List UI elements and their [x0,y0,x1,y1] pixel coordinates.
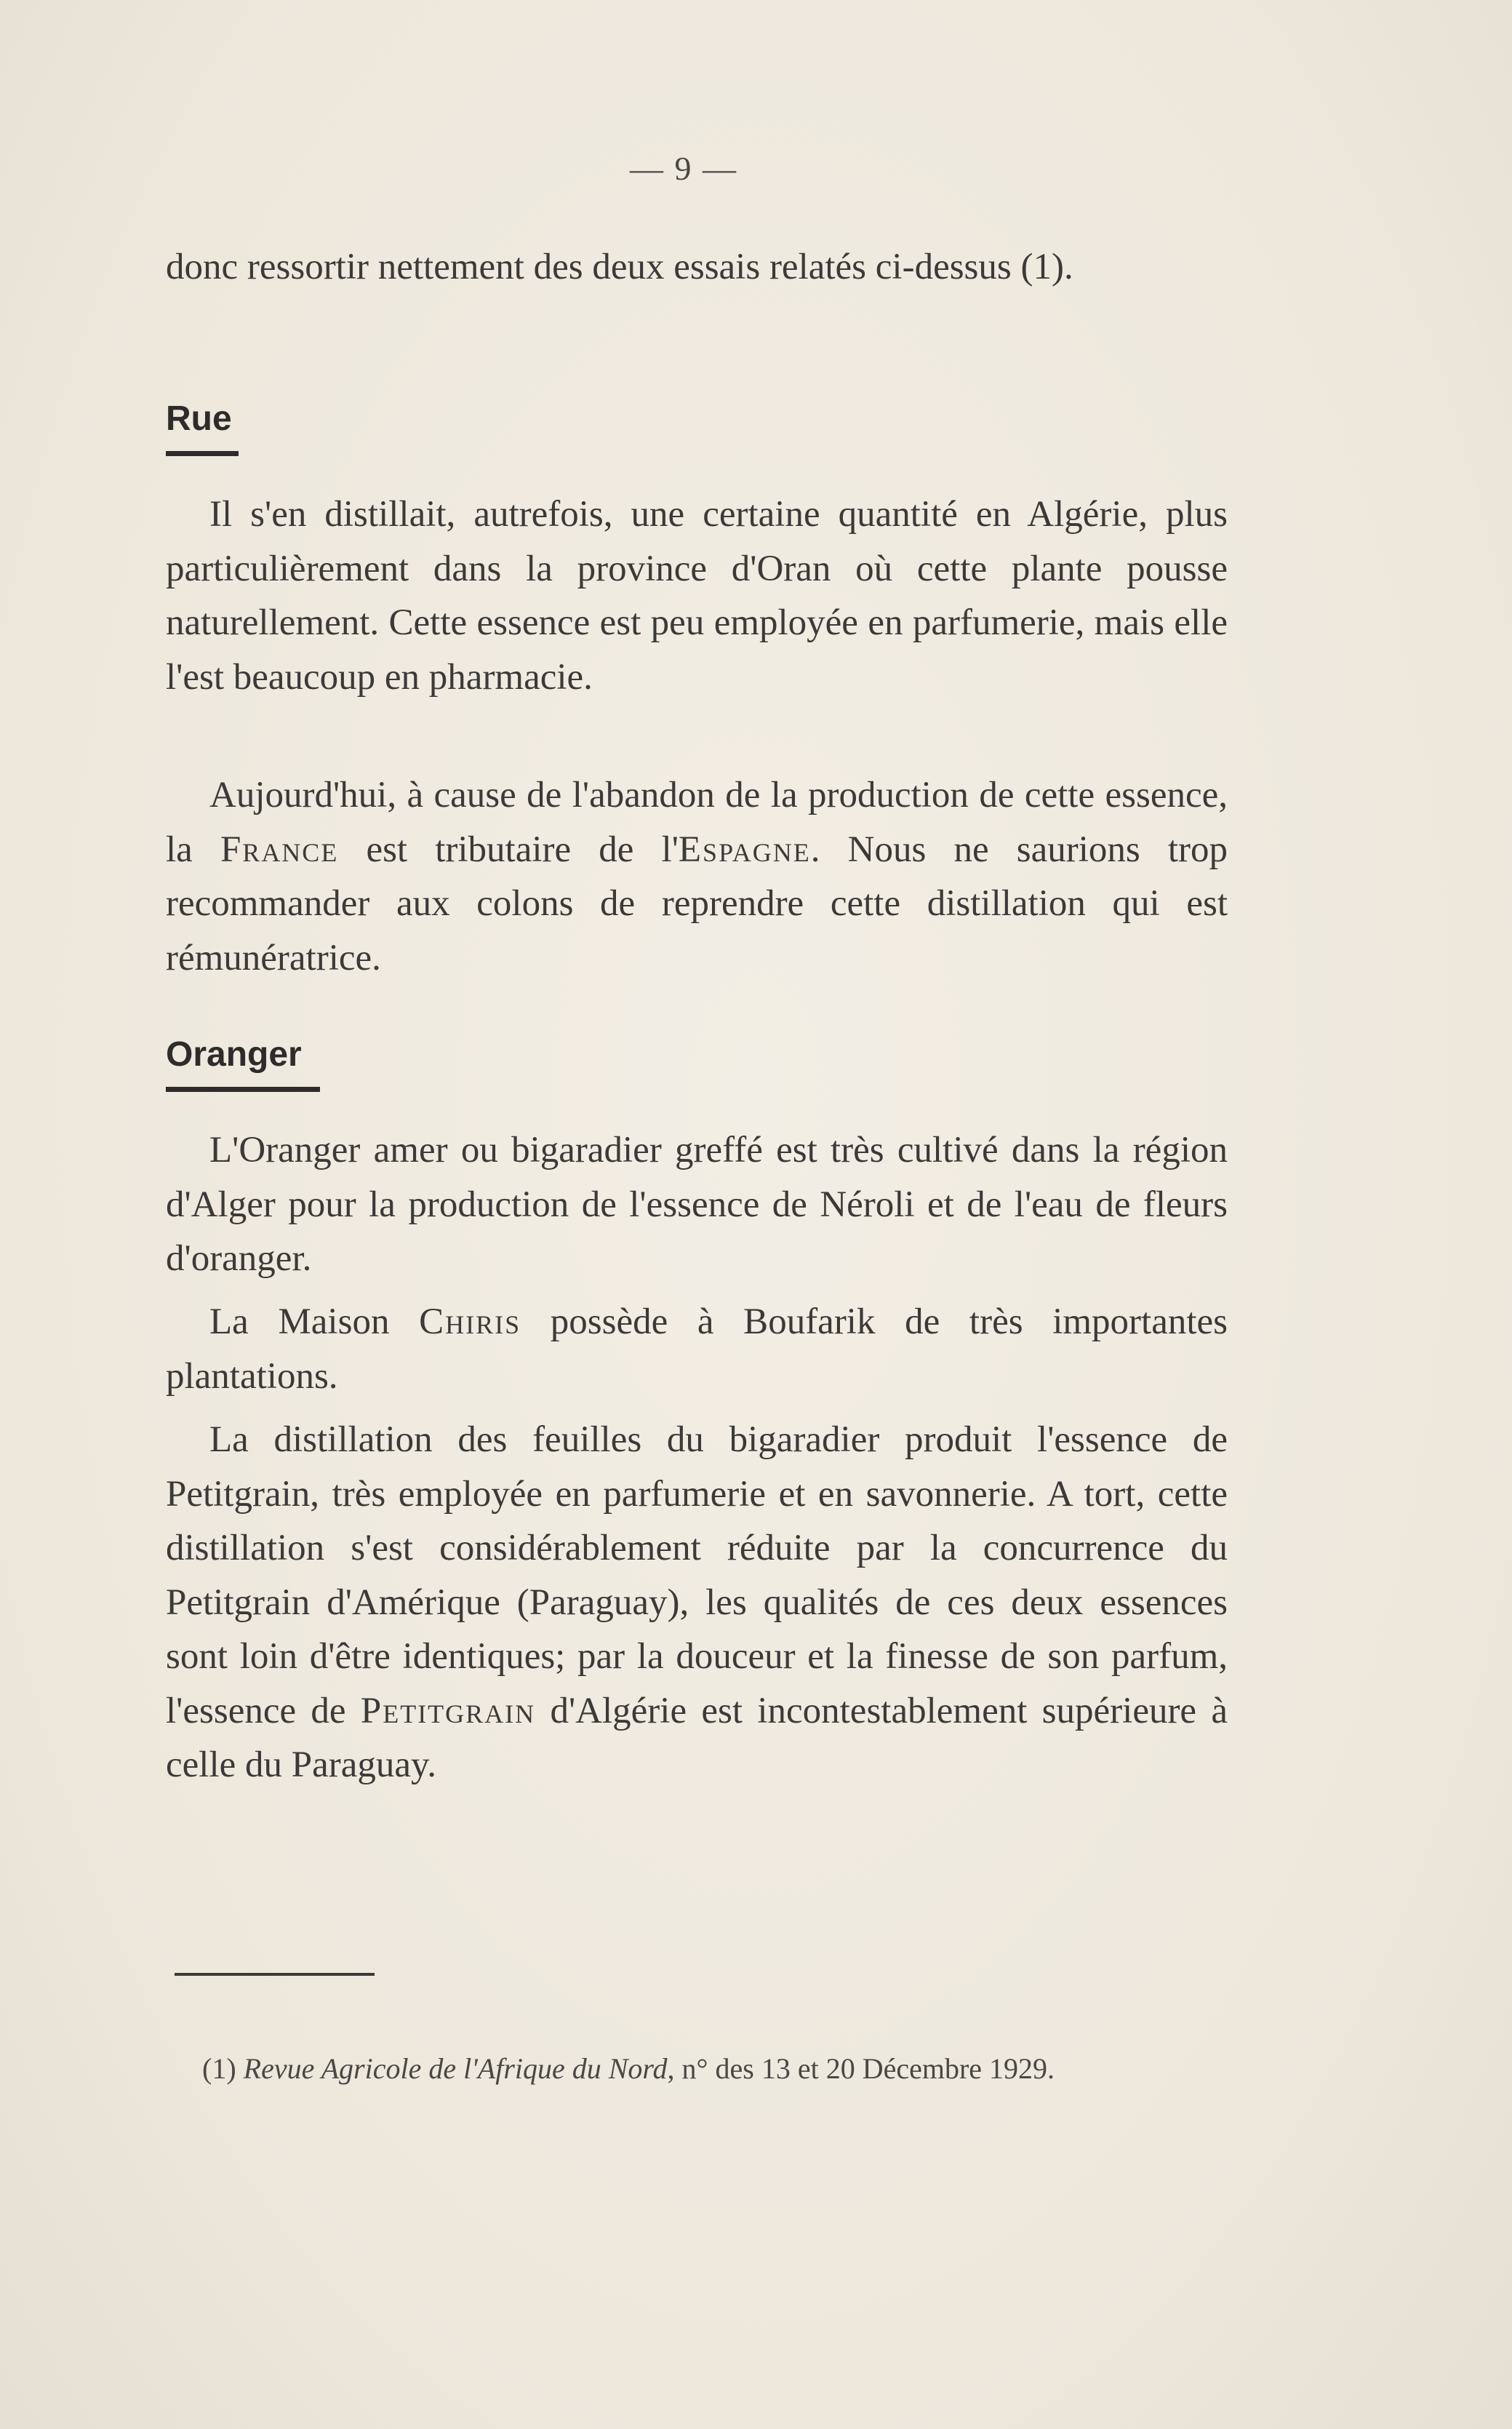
section-heading-oranger: Oranger [166,1035,302,1074]
heading-underline-oranger [166,1087,320,1092]
footnote-journal-title: Revue Agricole de l'Afrique du Nord [243,2052,668,2085]
oranger-paragraph-1: L'Oranger amer ou bigaradier greffé est très cultivé dans la région d'Alger pour la production de l'essence de Néroli et de l'eau de fleurs d'oranger. [166,1130,1228,1279]
page-number: — 9 — [630,150,737,187]
rue-paragraph-2: Aujourd'hui, à cause de l'abandon de la production de cette essence, la France est tributaire de l'Espagne. Nous ne saurions trop recommander aux colons de reprendre cette distillation qui est rémunératrice. [166,775,1228,978]
section-heading-rue: Rue [166,399,232,438]
place-name-espagne: Espagne [678,829,811,870]
oranger-paragraph-2: La Maison Chiris possède à Boufarik de très importantes plantations. [166,1301,1228,1397]
rue-paragraph-1: Il s'en distillait, autrefois, une certaine quantité en Algérie, plus particulièrement dans la province d'Oran où cette plante pousse naturellement. Cette essence est peu employée en parfumerie, mais elle l'est beaucoup en pharmacie. [166,494,1228,698]
footnote: (1) Revue Agricole de l'Afrique du Nord, n° des 13 et 20 Décembre 1929. [202,2052,1055,2085]
oranger-paragraph-3: La distillation des feuilles du bigaradier produit l'essence de Petitgrain, très employée en parfumerie et en savonnerie. A tort, cette distillation s'est considérablement réduite par la concurrence du Petitgrain d'Amérique (Paraguay), les qualités de ces deux essences sont loin d'être identiques; par la douceur et la finesse de son parfum, l'essence de Petitgrain d'Algérie est incontestablement supérieure à celle du Paraguay. [166,1419,1228,1785]
product-name-petitgrain: Petitgrain [360,1690,536,1731]
company-name-chiris: Chiris [419,1301,521,1342]
intro-paragraph: donc ressortir nettement des deux essais relatés ci-dessus (1). [166,247,1073,287]
heading-underline-rue [166,451,239,456]
footnote-separator [175,1973,375,1976]
place-name-france: France [220,829,339,870]
